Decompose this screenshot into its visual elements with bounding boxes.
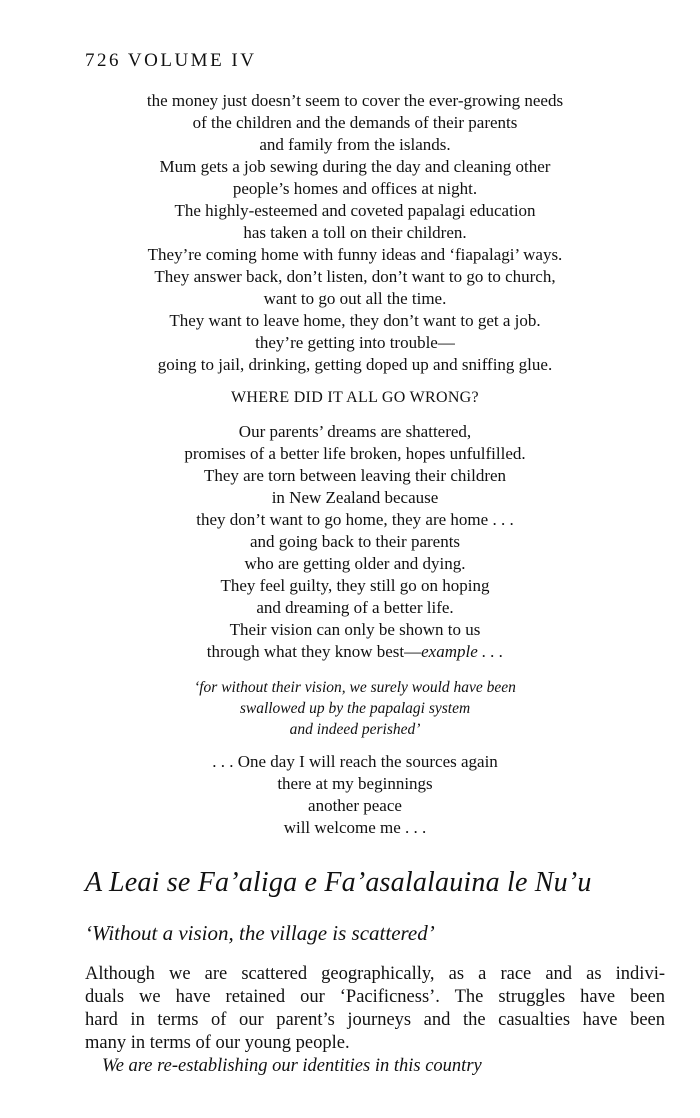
poem-line: They want to leave home, they don’t want to get a job. [169,311,541,330]
poem-line: will welcome me . . . [283,818,427,837]
poem-line: going to jail, drinking, getting doped up and sniffing glue. [157,355,553,374]
poem-line: . . . One day I will reach the sources again [212,752,498,771]
poem-line: The highly-esteemed and coveted papalagi education [174,201,536,220]
poem-line: promises of a better life broken, hopes unfulfilled. [184,444,526,463]
poem-line: who are getting older and dying. [244,554,466,573]
paragraph-line: duals we have retained our ‘Pacificness’. The struggles have been [85,987,665,1007]
poem-caps-line: WHERE DID IT ALL GO WRONG? [231,389,479,406]
poem-line: They are torn between leaving their children [203,466,507,485]
running-head: 726 VOLUME IV [85,50,257,71]
poem-line-example [85,641,625,663]
poem-line: people’s homes and offices at night. [232,179,478,198]
quote-line: ‘for without their vision, we surely would have been [194,679,516,696]
poem-line: They feel guilty, they still go on hoping [220,576,490,595]
poem-line: Their vision can only be shown to us [229,620,481,639]
quote-line: and indeed perished’ [289,721,421,738]
poem-quote [85,677,625,740]
poem-stanza-1 [85,90,625,376]
section-subheading: ‘Without a vision, the village is scattered’ [85,921,435,945]
poem-line: Mum gets a job sewing during the day and cleaning other [159,157,551,176]
poem-line: Our parents’ dreams are shattered, [238,422,472,441]
poem-line-prefix: through what they know best— [206,642,422,661]
poem-line: they’re getting into trouble— [255,333,455,352]
paragraph-italic-line: We are re-establishing our identities in this country [102,1056,482,1076]
body-paragraph [85,963,665,1078]
paragraph-line: hard in terms of our parent’s journeys and the casualties have been [85,1010,665,1030]
poem-stanza-2 [85,421,625,663]
poem-line: They answer back, don’t listen, don’t want to go to church, [154,267,556,286]
poem-line: They’re coming home with funny ideas and ‘fiapalagi’ ways. [147,245,563,264]
poem-line: and going back to their parents [249,532,461,551]
poem-line: they don’t want to go home, they are home . . . [196,510,514,529]
section-heading: A Leai se Fa’aliga e Fa’asalalauina le Nu’u [85,867,592,898]
poem-line: has taken a toll on their children. [243,223,467,242]
paragraph-line: Although we are scattered geographically, as a race and as indivi- [85,964,665,984]
poem-line: another peace [308,796,402,815]
poem-line: there at my beginnings [277,774,433,793]
poem-line: the money just doesn’t seem to cover the ever-growing needs [146,91,564,110]
poem-line: in New Zealand because [271,488,439,507]
poem-line: want to go out all the time. [263,289,447,308]
paragraph-line: many in terms of our young people. [85,1033,350,1053]
poem-line-italic: example . . . [421,642,504,661]
quote-line: swallowed up by the papalagi system [239,700,471,717]
poem-stanza-3 [85,751,625,839]
poem-line: of the children and the demands of their parents [192,113,518,132]
poem-line: and dreaming of a better life. [256,598,454,617]
poem-line: and family from the islands. [259,135,451,154]
